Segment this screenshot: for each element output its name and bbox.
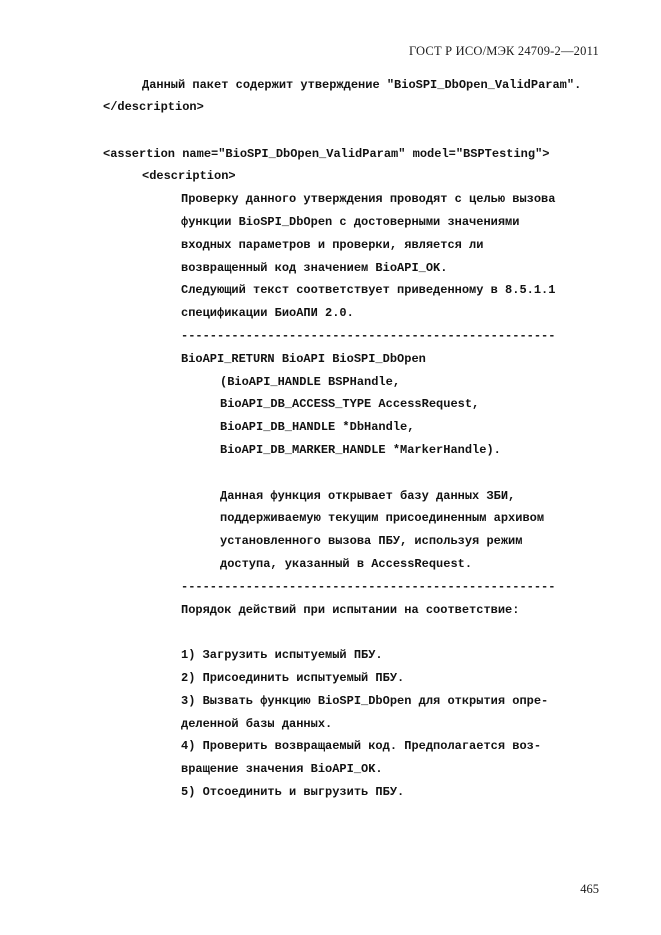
divider-line: ---------------------------------------------------- xyxy=(181,580,556,594)
text-line: Данная функция открывает базу данных ЗБИ, xyxy=(220,489,516,503)
text-line: <assertion name="BioSPI_DbOpen_ValidParam" model="BSPTesting"> xyxy=(103,147,550,161)
text-line: Проверку данного утверждения проводят с целью вызова xyxy=(181,192,556,206)
text-line: <description> xyxy=(142,169,236,183)
text-line: (BioAPI_HANDLE BSPHandle, xyxy=(220,375,401,389)
text-line: спецификации БиоАПИ 2.0. xyxy=(181,306,354,320)
list-item: 2) Присоединить испытуемый ПБУ. xyxy=(181,671,405,685)
list-item: вращение значения BioAPI_OK. xyxy=(181,762,383,776)
page-number: 465 xyxy=(580,882,599,896)
list-item: 3) Вызвать функцию BioSPI_DbOpen для открытия опре- xyxy=(181,694,549,708)
standard-header: ГОСТ Р ИСО/МЭК 24709-2—2011 xyxy=(408,44,599,58)
list-item: 4) Проверить возвращаемый код. Предполагается воз- xyxy=(181,739,542,753)
text-line: Следующий текст соответствует приведенному в 8.5.1.1 xyxy=(181,283,556,297)
text-line: доступа, указанный в AccessRequest. xyxy=(220,557,473,571)
list-item: деленной базы данных. xyxy=(181,717,333,731)
text-line: Порядок действий при испытании на соответствие: xyxy=(181,603,520,617)
text-line: BioAPI_DB_HANDLE *DbHandle, xyxy=(220,420,415,434)
text-line: установленного вызова ПБУ, используя режим xyxy=(220,534,523,548)
text-line: входных параметров и проверки, является ли xyxy=(181,238,484,252)
text-line: </description> xyxy=(103,100,204,114)
text-line: BioAPI_RETURN BioAPI BioSPI_DbOpen xyxy=(181,352,426,366)
divider-line: ---------------------------------------------------- xyxy=(181,329,556,343)
list-item: 5) Отсоединить и выгрузить ПБУ. xyxy=(181,785,405,799)
list-item: 1) Загрузить испытуемый ПБУ. xyxy=(181,648,383,662)
text-line: BioAPI_DB_MARKER_HANDLE *MarkerHandle). xyxy=(220,443,501,457)
text-line: функции BioSPI_DbOpen с достоверными значениями xyxy=(181,215,520,229)
text-line: Данный пакет содержит утверждение "BioSPI_DbOpen_ValidParam". xyxy=(142,78,582,92)
text-line: BioAPI_DB_ACCESS_TYPE AccessRequest, xyxy=(220,397,480,411)
text-line: возвращенный код значением BioAPI_OK. xyxy=(181,261,448,275)
text-line: поддерживаемую текущим присоединенным архивом xyxy=(220,511,545,525)
